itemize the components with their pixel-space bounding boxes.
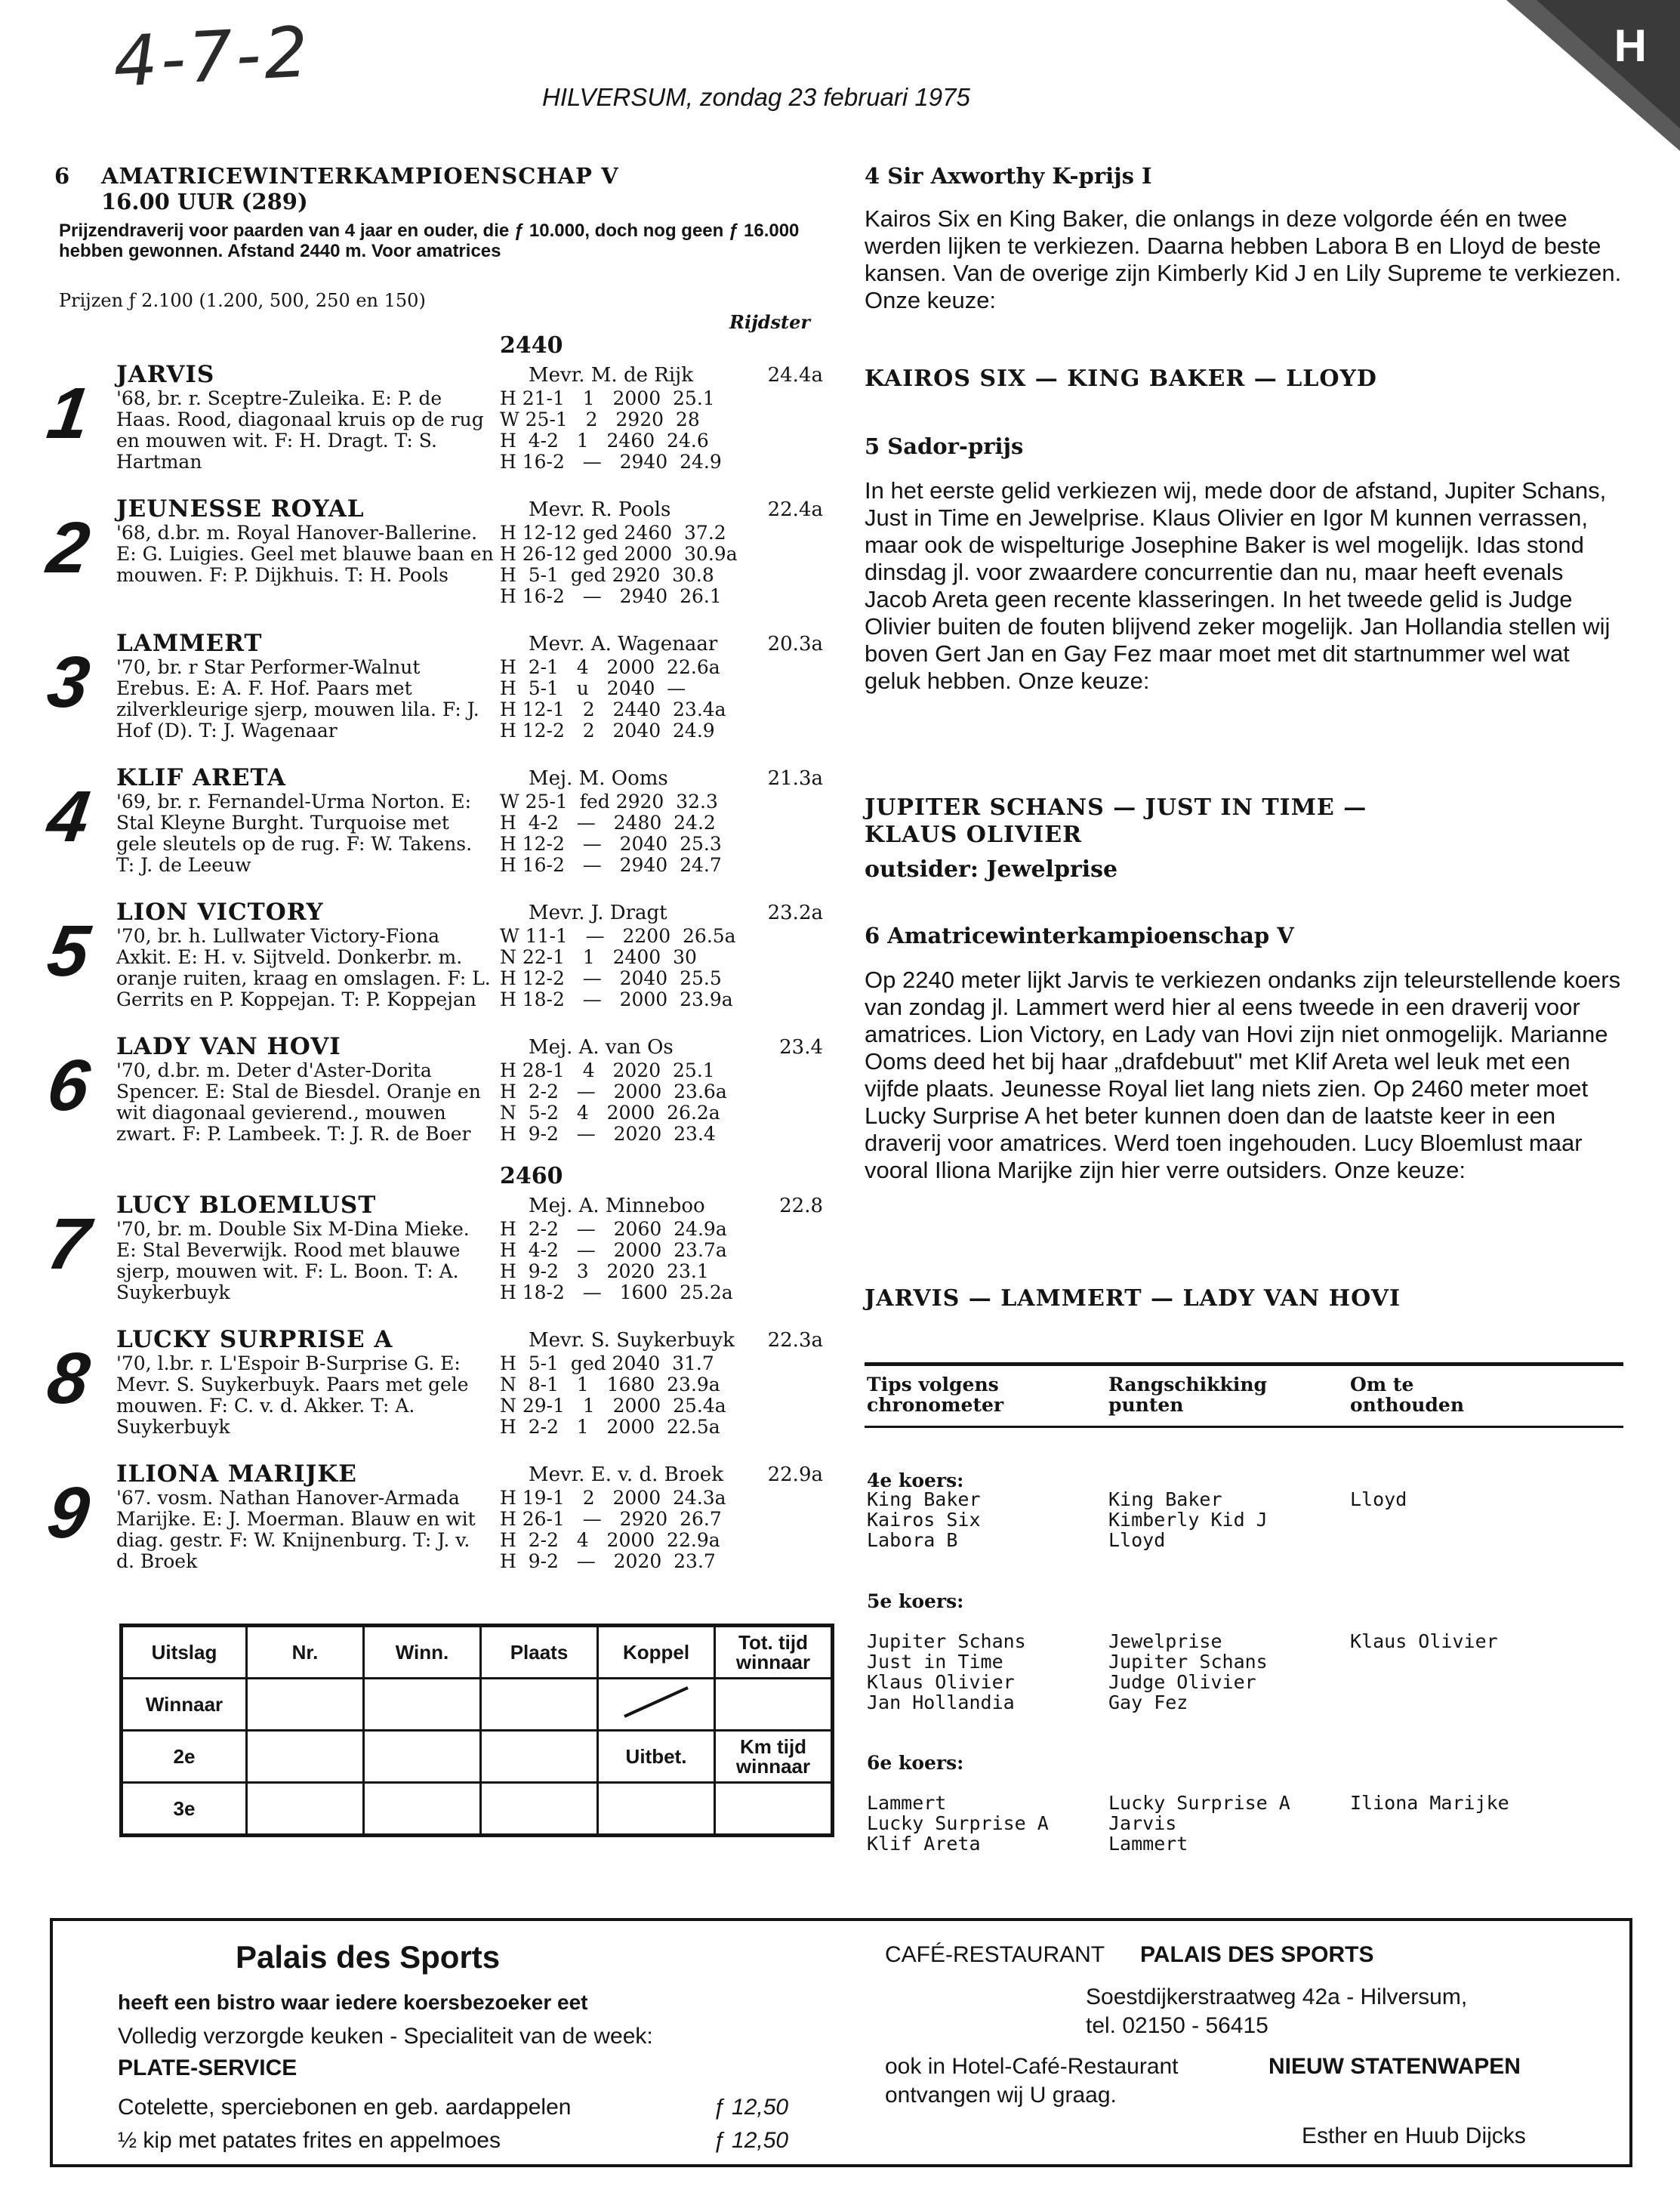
horse-rider: Mej. M. Ooms	[529, 767, 668, 790]
ad-hotel-prefix: ook in Hotel-Café-Restaurant	[885, 2054, 1179, 2079]
section-5-outsider: outsider: Jewelprise	[865, 856, 1118, 883]
ad-price-2: ƒ 12,50	[713, 2128, 789, 2153]
header-plaats: Plaats	[481, 1626, 598, 1679]
section-4-heading: 4 Sir Axworthy K-prijs I	[865, 163, 1152, 189]
horse-number: 3	[42, 642, 94, 723]
horse-description: '70, br. m. Double Six M-Dina Mieke. E: Stal Beverwijk. Rood met blauwe sjerp, mouwen wit. F: L. Boon. T: A. Suykerbuyk	[116, 1218, 470, 1303]
horse-description: '69, br. r. Fernandel-Urma Norton. E: Stal Kleyne Burght. Turquoise met gele sleutels op de rug. F: W. Takens. T: J. de Leeuw	[116, 791, 473, 876]
horse-name: JEUNESSE ROYAL	[116, 495, 365, 523]
header-nr: Nr.	[247, 1626, 364, 1679]
horse-rider: Mevr. J. Dragt	[529, 902, 667, 924]
horse-number: 1	[42, 373, 94, 454]
dateline: HILVERSUM, zondag 23 februari 1975	[542, 83, 970, 111]
horse-name: LUCKY SURPRISE A	[116, 1326, 393, 1353]
horse-form: H 2-1 4 2000 22.6a H 5-1 u 2040 — H 12-1 2 2440 23.4a H 12-2 2 2040 24.9	[500, 656, 726, 742]
horse-name: JARVIS	[116, 361, 215, 388]
race-description: Prijzendraverij voor paarden van 4 jaar en ouder, die ƒ 10.000, doch nog geen ƒ 16.000 hebben gewonnen. Afstand 2440 m. Voor amatrices	[59, 220, 800, 261]
tips-cell: Lammert Lucky Surprise A Klif Areta	[867, 1792, 1049, 1855]
horse-rider: Mej. A. Minneboo	[529, 1195, 705, 1217]
cell[interactable]	[715, 1679, 833, 1731]
horse-description: '68, br. r. Sceptre-Zuleika. E: P. de Haas. Rood, diagonaal kruis op de rug en mouwen wit. F: H. Dragt. T: S. Hartman	[116, 387, 484, 473]
ad-line-2: Volledig verzorgde keuken - Specialiteit van de week:	[118, 2024, 653, 2049]
tips-col3-header: Om te onthouden	[1350, 1374, 1464, 1416]
horse-form: H 28-1 4 2020 25.1 H 2-2 — 2000 23.6a N 5-2 4 2000 26.2a H 9-2 — 2020 23.4	[500, 1059, 727, 1145]
cell[interactable]	[715, 1783, 833, 1836]
horse-rider: Mej. A. van Os	[529, 1036, 674, 1059]
tips-cell: Iliona Marijke	[1350, 1792, 1509, 1814]
ad-restaurant-prefix: CAFÉ-RESTAURANT	[885, 1942, 1105, 1967]
horse-number: 8	[42, 1338, 94, 1419]
horse-form: H 19-1 2 2000 24.3a H 26-1 — 2920 26.7 H 2-2 4 2000 22.9a H 9-2 — 2020 23.7	[500, 1487, 726, 1572]
horse-name: LION VICTORY	[116, 899, 324, 926]
ad-welcome: ontvangen wij U graag.	[885, 2083, 1117, 2108]
rijdster-label: Rijdster	[729, 311, 811, 333]
cell[interactable]	[481, 1679, 598, 1731]
row-3e-label: 3e	[122, 1783, 247, 1836]
slash-mark	[618, 1683, 694, 1721]
horse-form: W 11-1 — 2200 26.5a N 22-1 1 2400 30 H 12-2 — 2040 25.5 H 18-2 — 2000 23.9a	[500, 925, 736, 1010]
horse-number: 4	[42, 776, 94, 857]
cell[interactable]	[247, 1783, 364, 1836]
horse-number: 5	[42, 911, 94, 991]
cell[interactable]	[364, 1731, 481, 1783]
ad-menu-item-1: Cotelette, sperciebonen en geb. aardappelen	[118, 2095, 572, 2120]
section-4-body: Kairos Six en King Baker, die onlangs in deze volgorde één en twee werden lijken te verkiezen. Daarna hebben Labora B en Lloyd de beste kansen. Van de overige zijn Kimberly Kid J en Lily Supreme te verkiezen. Onze keuze:	[865, 205, 1622, 313]
corner-letter: H	[1614, 20, 1647, 71]
horse-name: LAMMERT	[116, 630, 263, 657]
tips-cell: Jupiter Schans Just in Time Klaus Olivier Jan Hollandia	[867, 1630, 1026, 1713]
distance-2460: 2460	[500, 1163, 563, 1189]
section-4-pick: KAIROS SIX — KING BAKER — LLOYD	[865, 365, 1377, 392]
horse-rating: 24.4a	[767, 364, 823, 387]
section-5-body: In het eerste gelid verkiezen wij, mede door de afstand, Jupiter Schans, Just in Time en Jewelprise. Klaus Olivier en Igor M kunnen verrassen, maar ook de wispelturige Josephine Baker is wel mogelijk. Idas stond dinsdag jl. voor zwaardere concurrentie dan nu, maar heeft evenals Jacob Areta geen recente klasseringen. In het tweede gelid is Judge Olivier buiten de fouten blijvend zeker mogelijk. Jan Hollandia stellen wij boven Gert Jan en Gay Fez maar moet met dit startnummer wel wat geluk hebben. Onze keuze:	[865, 477, 1611, 694]
horse-number: 6	[42, 1045, 94, 1126]
distance-2440: 2440	[500, 332, 563, 359]
ad-title: Palais des Sports	[236, 1939, 501, 1975]
horse-rider: Mevr. R. Pools	[529, 498, 671, 521]
horse-rating: 22.9a	[767, 1463, 823, 1486]
ad-menu-item-2: ½ kip met patates frites en appelmoes	[118, 2128, 501, 2153]
horse-form: H 12-12 ged 2460 37.2 H 26-12 ged 2000 30.9a H 5-1 ged 2920 30.8 H 16-2 — 2940 26.1	[500, 522, 738, 607]
cell[interactable]	[364, 1783, 481, 1836]
tips-cell: King Baker Kimberly Kid J Lloyd	[1108, 1488, 1268, 1551]
horse-number: 9	[42, 1473, 94, 1553]
header-uitslag: Uitslag	[122, 1626, 247, 1679]
ad-price-1: ƒ 12,50	[713, 2095, 789, 2120]
horse-description: '70, br. h. Lullwater Victory-Fiona Axkit. E: H. v. Sijtveld. Donkerbr. m. oranje ruiten, kraag en omslagen. F: L. Gerrits en P. Koppejan. T: P. Koppejan	[116, 925, 491, 1010]
horse-form: W 25-1 fed 2920 32.3 H 4-2 — 2480 24.2 H 12-2 — 2040 25.3 H 16-2 — 2940 24.7	[500, 791, 722, 876]
horse-rating: 20.3a	[767, 633, 823, 655]
horse-name: LADY VAN HOVI	[116, 1033, 341, 1060]
tips-cell: Lucky Surprise A Jarvis Lammert	[1108, 1792, 1290, 1855]
section-5-pick-line1: JUPITER SCHANS — JUST IN TIME —	[865, 794, 1367, 821]
horse-form: H 21-1 1 2000 25.1 W 25-1 2 2920 28 H 4-2 1 2460 24.6 H 16-2 — 2940 24.9	[500, 387, 722, 473]
row-2e-label: 2e	[122, 1731, 247, 1783]
horse-number: 2	[42, 507, 94, 588]
section-5-pick-line2: KLAUS OLIVIER	[865, 822, 1083, 848]
tips-col2-header: Rangschikking punten	[1108, 1374, 1267, 1416]
section-5-heading: 5 Sador-prijs	[865, 433, 1024, 459]
horse-rating: 21.3a	[767, 767, 823, 790]
tips-header-rule	[865, 1426, 1623, 1428]
ad-phone: tel. 02150 - 56415	[1086, 2013, 1268, 2038]
race-prizes: Prijzen ƒ 2.100 (1.200, 500, 250 en 150)	[59, 290, 426, 311]
ad-tagline: heeft een bistro waar iedere koersbezoeker eet	[118, 1991, 588, 2014]
race-title: AMATRICEWINTERKAMPIOENSCHAP V	[101, 163, 619, 189]
result-table	[119, 1624, 834, 1837]
ad-restaurant-name: PALAIS DES SPORTS	[1140, 1942, 1374, 1967]
horse-name: KLIF ARETA	[116, 764, 286, 791]
row-winnaar-label: Winnaar	[122, 1679, 247, 1731]
horse-description: '70, l.br. r. L'Espoir B-Surprise G. E: Mevr. S. Suykerbuyk. Paars met gele mouwen. F: C. v. d. Akker. T: A. Suykerbuyk	[116, 1352, 469, 1438]
race-number: 6	[54, 163, 70, 189]
horse-rider: Mevr. M. de Rijk	[529, 364, 693, 387]
tips-top-rule	[865, 1362, 1623, 1366]
horse-rating: 22.3a	[767, 1329, 823, 1352]
km-tijd-label: Km tijd winnaar	[715, 1731, 833, 1783]
section-6-heading: 6 Amatricewinterkampioenschap V	[865, 923, 1294, 948]
cell[interactable]	[364, 1679, 481, 1731]
koppel-slash-cell	[598, 1679, 715, 1731]
horse-rider: Mevr. A. Wagenaar	[529, 633, 718, 655]
horse-form: H 5-1 ged 2040 31.7 N 8-1 1 1680 23.9a N 29-1 1 2000 25.4a H 2-2 1 2000 22.5a	[500, 1352, 726, 1438]
tips-cell: Klaus Olivier	[1350, 1630, 1498, 1652]
header-koppel: Koppel	[598, 1626, 715, 1679]
horse-rider: Mevr. E. v. d. Broek	[529, 1463, 723, 1486]
horse-rating: 22.4a	[767, 498, 823, 521]
header-tot-tijd: Tot. tijd winnaar	[715, 1626, 833, 1679]
cell[interactable]	[247, 1679, 364, 1731]
ad-plate-service: PLATE-SERVICE	[118, 2055, 297, 2080]
horse-description: '67. vosm. Nathan Hanover-Armada Marijke. E: J. Moerman. Blauw en wit diag. gestr. F: W. Knijnenburg. T: J. v. d. Broek	[116, 1487, 476, 1572]
ad-signature: Esther en Huub Dijcks	[1302, 2123, 1526, 2148]
tips-cell: Lloyd	[1350, 1488, 1407, 1510]
ad-hotel-name: NIEUW STATENWAPEN	[1268, 2054, 1521, 2079]
header-winn: Winn.	[364, 1626, 481, 1679]
race-time: 16.00 UUR (289)	[101, 189, 308, 214]
horse-rating: 23.2a	[767, 902, 823, 924]
cell[interactable]	[247, 1731, 364, 1783]
cell[interactable]	[481, 1731, 598, 1783]
tips-cell: King Baker Kairos Six Labora B	[867, 1488, 981, 1551]
ad-address: Soestdijkerstraatweg 42a - Hilversum,	[1086, 1984, 1468, 2009]
horse-description: '68, d.br. m. Royal Hanover-Ballerine. E: G. Luigies. Geel met blauwe baan en mouwen. F: P. Dijkhuis. T: H. Pools	[116, 522, 494, 586]
horse-rating: 22.8	[779, 1195, 823, 1217]
section-6-body: Op 2240 meter lijkt Jarvis te verkiezen ondanks zijn teleurstellende koers van zondag jl. Lammert werd hier al eens tweede in een draverij voor amatrices. Lion Victory, en Lady van Hovi zijn niet onmogelijk. Marianne Ooms deed het bij haar „drafdebuut" met Klif Areta wel leuk met een vijfde plaats. Jeunesse Royal liet lang niets zien. Op 2460 meter moet Lucky Surprise A het beter kunnen doen dan de laatste keer in een draverij voor amatrices. Werd toen ingehouden. Lucy Bloemlust maar vooral Iliona Marijke zijn hier verre outsiders. Onze keuze:	[865, 967, 1621, 1183]
tips-cell: Jewelprise Jupiter Schans Judge Olivier Gay Fez	[1108, 1630, 1268, 1713]
section-6-pick: JARVIS — LAMMERT — LADY VAN HOVI	[865, 1285, 1401, 1312]
cell[interactable]	[598, 1783, 715, 1836]
horse-description: '70, br. r Star Performer-Walnut Erebus. E: A. F. Hof. Paars met zilverkleurige sjerp, mouwen lila. F: J. Hof (D). T: J. Wagenaar	[116, 656, 479, 742]
tips-group-label: 5e koers:	[867, 1590, 964, 1612]
horse-description: '70, d.br. m. Deter d'Aster-Dorita Spencer. E: Stal de Biesdel. Oranje en wit diagonaal gevierend., mouwen zwart. F: P. Lambeek. T: J. R. de Boer	[116, 1059, 481, 1145]
tips-group-label: 4e koers:	[867, 1469, 964, 1491]
horse-name: LUCY BLOEMLUST	[116, 1192, 377, 1219]
tips-col1-header: Tips volgens chronometer	[867, 1374, 1004, 1416]
corner-tab	[1506, 0, 1680, 151]
horse-number: 7	[42, 1204, 94, 1284]
uitbet-label: Uitbet.	[598, 1731, 715, 1783]
handwritten-note: 4-7-2	[111, 11, 313, 103]
horse-form: H 2-2 — 2060 24.9a H 4-2 — 2000 23.7a H 9-2 3 2020 23.1 H 18-2 — 1600 25.2a	[500, 1218, 733, 1303]
cell[interactable]	[481, 1783, 598, 1836]
horse-rating: 23.4	[779, 1036, 823, 1059]
horse-name: ILIONA MARIJKE	[116, 1460, 357, 1488]
horse-rider: Mevr. S. Suykerbuyk	[529, 1329, 735, 1352]
tips-group-label: 6e koers:	[867, 1752, 964, 1774]
